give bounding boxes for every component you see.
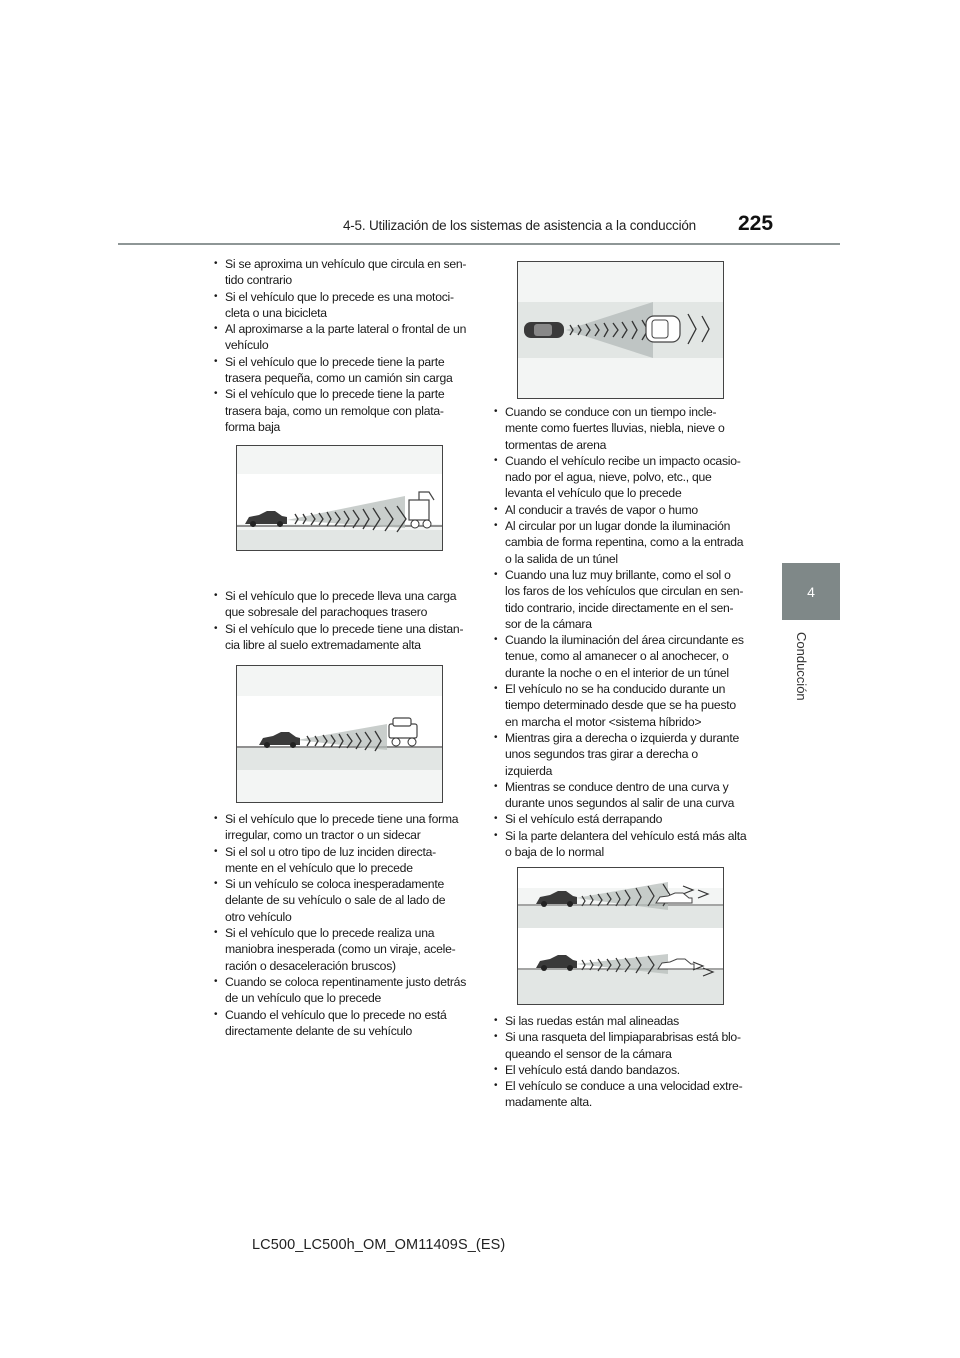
- list-item: • El vehículo está dando bandazos.: [492, 1062, 748, 1078]
- list-item: • Si una rasqueta del limpiaparabrisas está blo-queando el sensor de la cámara: [492, 1029, 748, 1062]
- illustration-top-view: [517, 261, 724, 399]
- list-item: • Si el vehículo que lo precede tiene una distan-cia libre al suelo extremadamente alta: [212, 621, 468, 654]
- list-item: • Si el vehículo que lo precede realiza una maniobra inesperada (como un viraje, acele-ración o desaceleración bruscos): [212, 925, 468, 974]
- list-item: • Si las ruedas están mal alineadas: [492, 1013, 748, 1029]
- bullet-list: [212, 588, 468, 653]
- list-item: • Cuando el vehículo recibe un impacto ocasio-nado por el agua, nieve, polvo, etc., que levanta el vehículo que lo precede: [492, 453, 748, 502]
- list-item: • Si el vehículo que lo precede es una motoci-cleta o una bicicleta: [212, 289, 468, 322]
- list-item: • El vehículo se conduce a una velocidad extre-madamente alta.: [492, 1078, 748, 1111]
- list-item: • Si el vehículo que lo precede tiene la parte trasera pequeña, como un camión sin carga: [212, 354, 468, 387]
- list-item: • Si se aproxima un vehículo que circula en sen-tido contrario: [212, 256, 468, 289]
- list-item: • Cuando la iluminación del área circundante es tenue, como al amanecer o al anochecer, o durante la noche o en el interior de un túnel: [492, 632, 748, 681]
- bullet-list: [492, 1013, 748, 1111]
- list-item: • Si el vehículo que lo precede tiene la parte trasera baja, como un remolque con plata-forma baja: [212, 386, 468, 435]
- bullet-list: [492, 404, 748, 860]
- right-list-2: [492, 1013, 748, 1111]
- illustration-tilt: [517, 867, 724, 1005]
- list-item: • Mientras se conduce dentro de una curva y durante unos segundos al salir de una curva: [492, 779, 748, 812]
- chapter-label: Conducción: [794, 632, 809, 701]
- left-list-3: [212, 811, 468, 1039]
- list-item: • Si el vehículo que lo precede lleva una carga que sobresale del parachoques trasero: [212, 588, 468, 621]
- list-item: • Si un vehículo se coloca inesperadamente delante de su vehículo o sale de al lado de otro vehículo: [212, 876, 468, 925]
- list-item: • Cuando el vehículo que lo precede no está directamente delante de su vehículo: [212, 1007, 468, 1040]
- list-item: • Si el sol u otro tipo de luz inciden directa-mente en el vehículo que lo precede: [212, 844, 468, 877]
- list-item: • Si la parte delantera del vehículo está más alta o baja de lo normal: [492, 828, 748, 861]
- list-item: • Al aproximarse a la parte lateral o frontal de un vehículo: [212, 321, 468, 354]
- illustration-truck: [236, 445, 443, 551]
- list-item: • Cuando se conduce con un tiempo incle-mente como fuertes lluvias, niebla, nieve o tormentas de arena: [492, 404, 748, 453]
- footer-model-code: LC500_LC500h_OM_OM11409S_(ES): [252, 1237, 506, 1253]
- bullet-list: [212, 811, 468, 1039]
- illustration-high-clearance: [236, 665, 443, 803]
- list-item: • Cuando se coloca repentinamente justo detrás de un vehículo que lo precede: [212, 974, 468, 1007]
- chapter-number: 4: [807, 583, 815, 600]
- list-item: • Mientras gira a derecha o izquierda y durante unos segundos tras girar a derecha o izquierda: [492, 730, 748, 779]
- section-title: 4-5. Utilización de los sistemas de asistencia a la conducción: [342, 218, 696, 233]
- bullet-list: [212, 256, 468, 435]
- list-item: • Si el vehículo que lo precede tiene una forma irregular, como un tractor o un sidecar: [212, 811, 468, 844]
- header-rule: [118, 243, 840, 245]
- page-number: 225: [738, 212, 774, 235]
- list-item: • El vehículo no se ha conducido durante un tiempo determinado desde que se ha puesto en marcha el motor <sistema híbrido>: [492, 681, 748, 730]
- list-item: • Al circular por un lugar donde la iluminación cambia de forma repentina, como a la entrada o la salida de un túnel: [492, 518, 748, 567]
- list-item: • Al conducir a través de vapor o humo: [492, 502, 748, 518]
- list-item: • Si el vehículo está derrapando: [492, 811, 748, 827]
- list-item: • Cuando una luz muy brillante, como el sol o los faros de los vehículos que circulan en sen-tido contrario, incide directamente en el sen-sor de la cámara: [492, 567, 748, 632]
- right-list-1: [492, 404, 748, 860]
- chapter-tab[interactable]: [782, 563, 840, 620]
- left-list-2: [212, 588, 468, 653]
- left-list-1: [212, 256, 468, 435]
